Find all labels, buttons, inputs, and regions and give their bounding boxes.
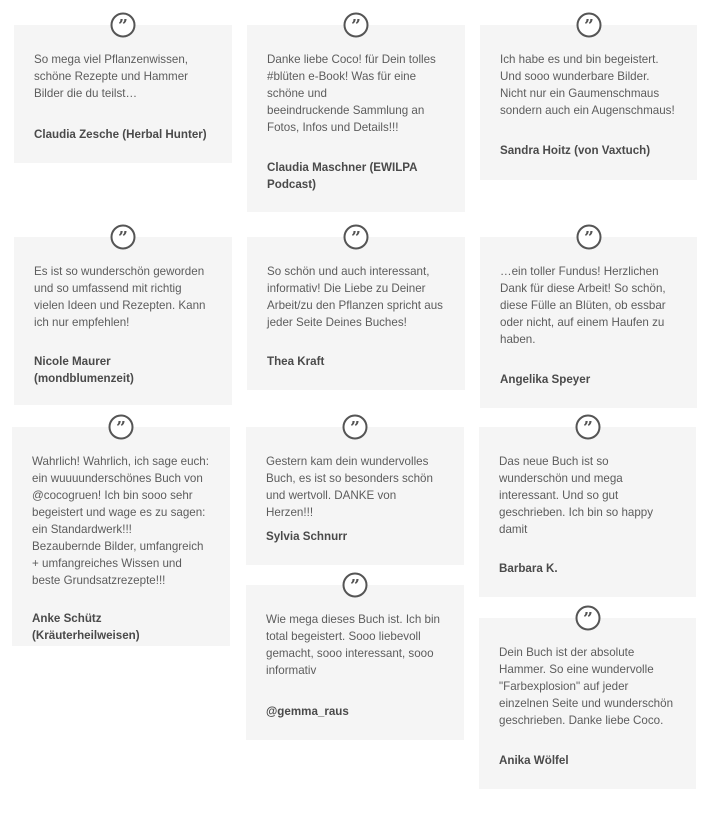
svg-text:”: ” [583, 16, 594, 37]
testimonial-text: Wahrlich! Wahrlich, ich sage euch: ein wuuuunderschönes Buch von @cocogruen! Ich bin sooo sehr begeistert und wage es zu sagen: ein Standardwerk!!! Bezaubernde Bilder, umfangreich + umfangreiches Wissen und beste Grundsatzrezepte!!! [32, 455, 209, 587]
testimonial-author: Sandra Hoitz (von Vaxtuch) [500, 144, 651, 157]
svg-text:”: ” [351, 228, 361, 249]
testimonial-text: Gestern kam dein wundervolles Buch, es ist so besonders schön und wertvoll. DANKE von Herzen!!! [266, 455, 433, 519]
testimonial-card [247, 16, 465, 212]
testimonial-author: @gemma_raus [266, 705, 349, 718]
testimonial-card [480, 16, 697, 180]
testimonial-text: Es ist so wunderschön geworden und so umfassend mit richtig vielen Ideen und Rezepten. Kann ich nur empfehlen! [34, 265, 206, 329]
testimonial-text: …ein toller Fundus! Herzlichen Dank für diese Arbeit! So schön, diese Fülle an Blüten, ob essbar oder nicht, auf einem Haufen zu haben. [500, 265, 666, 346]
testimonial-card [480, 228, 697, 408]
testimonial-author: Angelika Speyer [500, 373, 591, 386]
testimonial-text: Ich habe es und bin begeistert. Und sooo wunderbare Bilder. Nicht nur ein Gaumenschmaus sondern auch ein Augenschmaus! [500, 53, 675, 117]
testimonial-author: Claudia Zesche (Herbal Hunter) [34, 128, 207, 141]
testimonial-card [12, 418, 230, 646]
testimonial-text: Danke liebe Coco! für Dein tolles #blüten e-Book! Was für eine schöne und beeindruckende Sammlung an Fotos, Infos und Details!!! [267, 53, 436, 134]
testimonial-author: Anika Wölfel [499, 754, 569, 767]
svg-text:”: ” [350, 576, 360, 597]
testimonial-card [14, 16, 232, 163]
testimonial-card [479, 418, 696, 597]
testimonial-author: Barbara K. [499, 562, 558, 575]
quote-icon [108, 414, 134, 440]
testimonial-author: Sylvia Schnurr [266, 530, 348, 543]
testimonial-card [247, 228, 465, 390]
quote-icon [110, 12, 136, 38]
testimonial-card [246, 418, 464, 565]
svg-text:”: ” [118, 16, 128, 37]
quote-icon [576, 224, 602, 250]
svg-text:”: ” [116, 418, 126, 439]
svg-text:”: ” [582, 609, 593, 630]
svg-text:”: ” [350, 418, 360, 439]
quote-icon [576, 12, 602, 38]
quote-icon [342, 572, 368, 598]
quote-icon [575, 605, 601, 631]
quote-icon [342, 414, 368, 440]
quote-icon [110, 224, 136, 250]
testimonial-card [479, 609, 696, 789]
testimonial-author: Thea Kraft [267, 355, 325, 368]
svg-text:”: ” [118, 228, 128, 249]
testimonial-author: Nicole Maurer (mondblumenzeit) [34, 355, 134, 385]
quote-icon [343, 224, 369, 250]
testimonial-text: So schön und auch interessant, informativ! Die Liebe zu Deiner Arbeit/zu den Pflanzen spricht aus jeder Seite Deines Buches! [267, 265, 443, 329]
quote-icon [575, 414, 601, 440]
quote-icon [343, 12, 369, 38]
testimonial-author: Claudia Maschner (EWILPA Podcast) [267, 161, 418, 191]
testimonial-text: Wie mega dieses Buch ist. Ich bin total begeistert. Sooo liebevoll gemacht, sooo interessant, sooo informativ [266, 613, 440, 677]
testimonial-text: So mega viel Pflanzenwissen, schöne Rezepte und Hammer Bilder die du teilst… [34, 53, 189, 100]
svg-text:”: ” [582, 418, 593, 439]
svg-text:”: ” [583, 228, 594, 249]
testimonial-card [14, 228, 232, 405]
testimonial-text: Das neue Buch ist so wunderschön und mega interessant. Und so gut geschrieben. Ich bin so happy damit [499, 455, 654, 536]
svg-text:”: ” [351, 16, 361, 37]
testimonial-text: Dein Buch ist der absolute Hammer. So eine wundervolle "Farbexplosion" auf jeder einzelnen Seite und wunderschön geschrieben. Danke liebe Coco. [499, 646, 674, 727]
testimonial-card [246, 576, 464, 740]
testimonial-author: Anke Schütz (Kräuterheilweisen) [32, 612, 140, 642]
